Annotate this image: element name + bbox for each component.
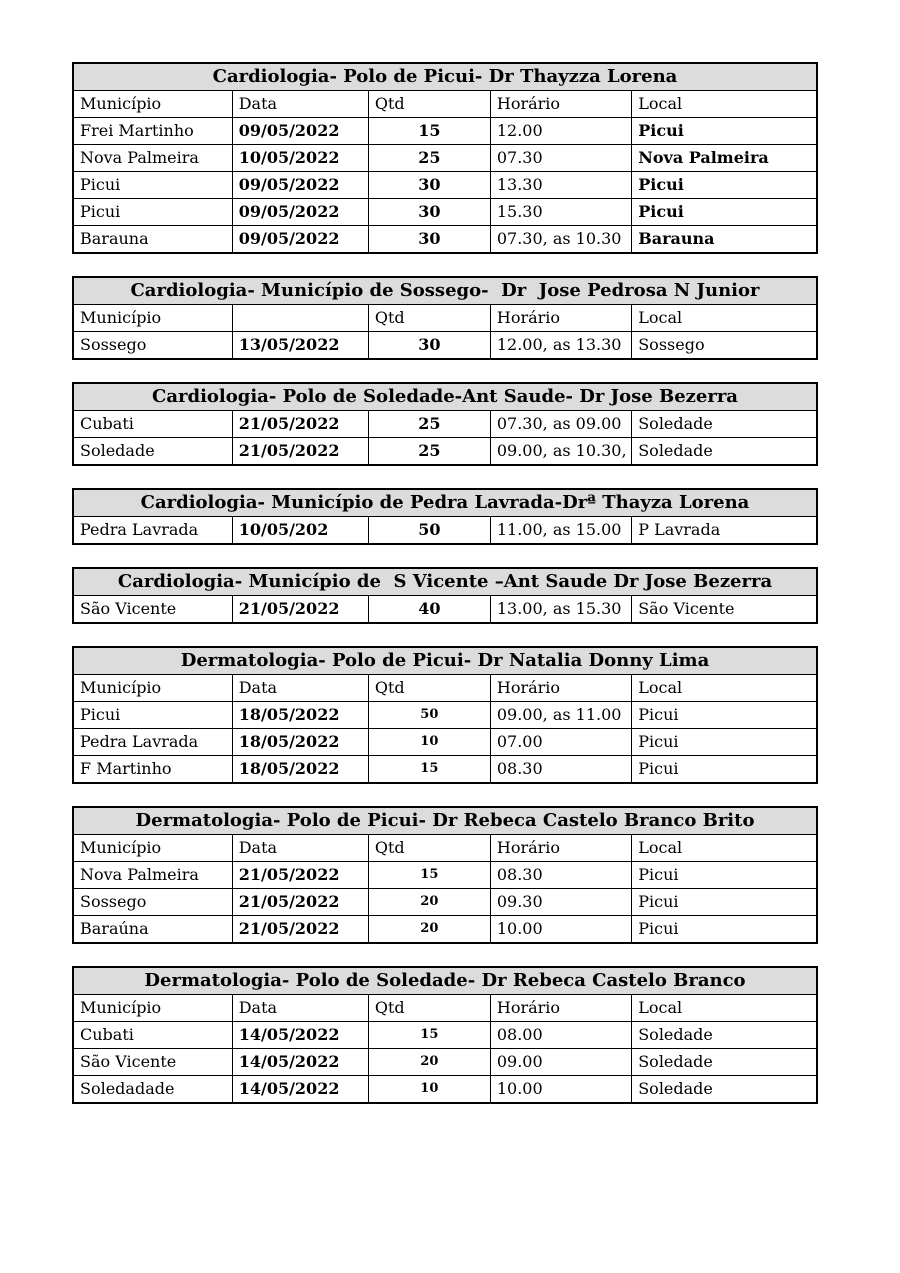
- column-header: Data: [232, 835, 368, 862]
- cell-horario: 10.00: [490, 1076, 631, 1104]
- cell-qtd: 15: [368, 1022, 490, 1049]
- cell-horario: 07.30: [490, 145, 631, 172]
- cell-local: Soledade: [632, 438, 817, 466]
- column-header: Município: [73, 91, 232, 118]
- cell-data: 13/05/2022: [232, 332, 368, 360]
- cell-local: P Lavrada: [632, 517, 817, 545]
- cell-data: 18/05/2022: [232, 702, 368, 729]
- table-row: [73, 702, 817, 729]
- table-row: [73, 438, 817, 466]
- cell-horario: 11.00, as 15.00: [490, 517, 631, 545]
- cell-municipio: Cubati: [73, 1022, 232, 1049]
- cell-municipio: Pedra Lavrada: [73, 729, 232, 756]
- cell-municipio: Picui: [73, 172, 232, 199]
- cell-qtd: 10: [368, 729, 490, 756]
- table-row: [73, 862, 817, 889]
- column-header: Município: [73, 675, 232, 702]
- table-row: [73, 729, 817, 756]
- schedule-table: [72, 567, 818, 624]
- column-header: Qtd: [368, 91, 490, 118]
- schedule-table: [72, 276, 818, 360]
- table-row: [73, 199, 817, 226]
- column-header: Horário: [490, 835, 631, 862]
- cell-data: 18/05/2022: [232, 756, 368, 784]
- table-row: [73, 889, 817, 916]
- schedule-table: [72, 488, 818, 545]
- column-header: Horário: [490, 995, 631, 1022]
- cell-horario: 09.00: [490, 1049, 631, 1076]
- column-header: Local: [632, 91, 817, 118]
- column-header: Qtd: [368, 995, 490, 1022]
- schedule-table: [72, 646, 818, 784]
- cell-data: 21/05/2022: [232, 596, 368, 624]
- table-title: Cardiologia- Município de S Vicente –Ant Saude Dr Jose Bezerra: [73, 568, 817, 596]
- cell-qtd: 30: [368, 332, 490, 360]
- cell-horario: 12.00, as 13.30: [490, 332, 631, 360]
- column-header: Qtd: [368, 835, 490, 862]
- table-row: [73, 172, 817, 199]
- table-title: Cardiologia- Polo de Soledade-Ant Saude- Dr Jose Bezerra: [73, 383, 817, 411]
- cell-data: 09/05/2022: [232, 199, 368, 226]
- cell-horario: 12.00: [490, 118, 631, 145]
- cell-local: São Vicente: [632, 596, 817, 624]
- column-header: Data: [232, 995, 368, 1022]
- schedule-table: [72, 62, 818, 254]
- cell-local: Picui: [632, 118, 817, 145]
- header-row: [73, 835, 817, 862]
- cell-data: 09/05/2022: [232, 226, 368, 254]
- cell-municipio: Nova Palmeira: [73, 145, 232, 172]
- cell-municipio: Baraúna: [73, 916, 232, 944]
- column-header: Data: [232, 675, 368, 702]
- column-header: Qtd: [368, 305, 490, 332]
- header-row: [73, 305, 817, 332]
- cell-municipio: Picui: [73, 702, 232, 729]
- cell-data: 21/05/2022: [232, 862, 368, 889]
- cell-qtd: 20: [368, 889, 490, 916]
- cell-data: 21/05/2022: [232, 916, 368, 944]
- cell-local: Soledade: [632, 1022, 817, 1049]
- cell-local: Soledade: [632, 411, 817, 438]
- table-row: [73, 1049, 817, 1076]
- table-row: [73, 226, 817, 254]
- cell-data: 10/05/202: [232, 517, 368, 545]
- cell-local: Picui: [632, 199, 817, 226]
- table-row: [73, 1076, 817, 1104]
- cell-municipio: Frei Martinho: [73, 118, 232, 145]
- cell-qtd: 15: [368, 118, 490, 145]
- header-row: [73, 675, 817, 702]
- cell-qtd: 30: [368, 172, 490, 199]
- cell-local: Soledade: [632, 1049, 817, 1076]
- column-header: Município: [73, 835, 232, 862]
- table-title: Cardiologia- Polo de Picui- Dr Thayzza Lorena: [73, 63, 817, 91]
- cell-horario: 15.30: [490, 199, 631, 226]
- cell-municipio: São Vicente: [73, 596, 232, 624]
- cell-data: 10/05/2022: [232, 145, 368, 172]
- column-header: Local: [632, 995, 817, 1022]
- cell-qtd: 50: [368, 517, 490, 545]
- table-row: [73, 916, 817, 944]
- cell-qtd: 20: [368, 916, 490, 944]
- cell-municipio: Barauna: [73, 226, 232, 254]
- table-row: [73, 756, 817, 784]
- header-row: [73, 91, 817, 118]
- cell-data: 09/05/2022: [232, 118, 368, 145]
- cell-local: Picui: [632, 702, 817, 729]
- column-header: Horário: [490, 91, 631, 118]
- cell-local: Picui: [632, 916, 817, 944]
- table-title: Cardiologia- Município de Sossego- Dr Jose Pedrosa N Junior: [73, 277, 817, 305]
- cell-horario: 07.30, as 10.30: [490, 226, 631, 254]
- table-row: [73, 332, 817, 360]
- cell-horario: 09.30: [490, 889, 631, 916]
- cell-data: 21/05/2022: [232, 438, 368, 466]
- table-row: [73, 118, 817, 145]
- table-title: Cardiologia- Município de Pedra Lavrada-Drª Thayza Lorena: [73, 489, 817, 517]
- cell-horario: 08.00: [490, 1022, 631, 1049]
- schedule-table: [72, 966, 818, 1104]
- column-header: Município: [73, 305, 232, 332]
- header-row: [73, 995, 817, 1022]
- column-header: Local: [632, 835, 817, 862]
- cell-qtd: 30: [368, 226, 490, 254]
- cell-municipio: Picui: [73, 199, 232, 226]
- cell-qtd: 10: [368, 1076, 490, 1104]
- cell-local: Soledade: [632, 1076, 817, 1104]
- cell-qtd: 40: [368, 596, 490, 624]
- cell-local: Nova Palmeira: [632, 145, 817, 172]
- column-header: Local: [632, 305, 817, 332]
- cell-municipio: Cubati: [73, 411, 232, 438]
- table-row: [73, 1022, 817, 1049]
- cell-qtd: 25: [368, 145, 490, 172]
- cell-data: 21/05/2022: [232, 889, 368, 916]
- cell-local: Picui: [632, 862, 817, 889]
- column-header: Município: [73, 995, 232, 1022]
- cell-municipio: Sossego: [73, 889, 232, 916]
- cell-horario: 09.00, as 10.30,: [490, 438, 631, 466]
- tables-container: [72, 62, 828, 1104]
- cell-horario: 08.30: [490, 862, 631, 889]
- cell-qtd: 50: [368, 702, 490, 729]
- cell-local: Picui: [632, 172, 817, 199]
- cell-horario: 13.30: [490, 172, 631, 199]
- schedule-table: [72, 806, 818, 944]
- cell-data: 14/05/2022: [232, 1049, 368, 1076]
- cell-municipio: São Vicente: [73, 1049, 232, 1076]
- table-row: [73, 145, 817, 172]
- cell-qtd: 30: [368, 199, 490, 226]
- column-header: Horário: [490, 305, 631, 332]
- cell-qtd: 20: [368, 1049, 490, 1076]
- cell-horario: 08.30: [490, 756, 631, 784]
- cell-municipio: Nova Palmeira: [73, 862, 232, 889]
- column-header: [232, 305, 368, 332]
- cell-qtd: 15: [368, 756, 490, 784]
- cell-horario: 07.00: [490, 729, 631, 756]
- cell-horario: 13.00, as 15.30: [490, 596, 631, 624]
- table-title: Dermatologia- Polo de Picui- Dr Natalia Donny Lima: [73, 647, 817, 675]
- cell-horario: 09.00, as 11.00: [490, 702, 631, 729]
- schedule-table: [72, 382, 818, 466]
- cell-data: 09/05/2022: [232, 172, 368, 199]
- cell-horario: 10.00: [490, 916, 631, 944]
- cell-local: Picui: [632, 729, 817, 756]
- cell-qtd: 15: [368, 862, 490, 889]
- cell-local: Sossego: [632, 332, 817, 360]
- cell-municipio: Sossego: [73, 332, 232, 360]
- cell-data: 18/05/2022: [232, 729, 368, 756]
- cell-data: 14/05/2022: [232, 1076, 368, 1104]
- cell-municipio: Pedra Lavrada: [73, 517, 232, 545]
- column-header: Qtd: [368, 675, 490, 702]
- cell-data: 14/05/2022: [232, 1022, 368, 1049]
- cell-qtd: 25: [368, 438, 490, 466]
- cell-horario: 07.30, as 09.00: [490, 411, 631, 438]
- cell-municipio: Soledadade: [73, 1076, 232, 1104]
- column-header: Horário: [490, 675, 631, 702]
- column-header: Data: [232, 91, 368, 118]
- table-row: [73, 517, 817, 545]
- column-header: Local: [632, 675, 817, 702]
- table-title: Dermatologia- Polo de Picui- Dr Rebeca Castelo Branco Brito: [73, 807, 817, 835]
- cell-qtd: 25: [368, 411, 490, 438]
- table-row: [73, 596, 817, 624]
- table-row: [73, 411, 817, 438]
- cell-municipio: Soledade: [73, 438, 232, 466]
- cell-local: Barauna: [632, 226, 817, 254]
- cell-local: Picui: [632, 889, 817, 916]
- cell-municipio: F Martinho: [73, 756, 232, 784]
- table-title: Dermatologia- Polo de Soledade- Dr Rebeca Castelo Branco: [73, 967, 817, 995]
- cell-data: 21/05/2022: [232, 411, 368, 438]
- cell-local: Picui: [632, 756, 817, 784]
